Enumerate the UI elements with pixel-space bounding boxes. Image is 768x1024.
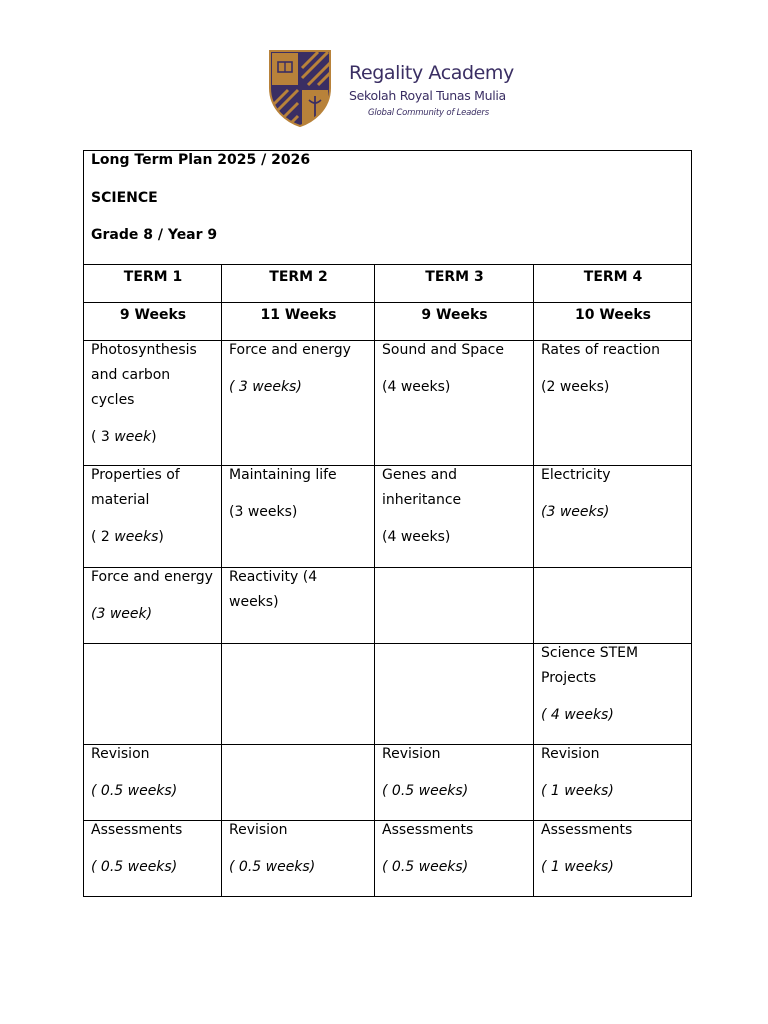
- topic-duration: [541, 703, 685, 728]
- topic-duration: [382, 525, 527, 550]
- topic-duration: [91, 855, 215, 880]
- duration-part: week: [114, 429, 152, 445]
- duration-part: (3 weeks): [541, 504, 610, 520]
- duration-part: ( 0.5 weeks): [91, 783, 178, 799]
- plan-cell: [84, 466, 222, 568]
- plan-row: [84, 568, 692, 644]
- school-name: Regality Academy: [349, 62, 514, 84]
- term-weeks: 9 Weeks: [84, 303, 222, 341]
- school-tagline: Global Community of Leaders: [368, 108, 489, 118]
- term-header: TERM 1: [84, 265, 222, 303]
- duration-part: ): [151, 429, 157, 445]
- duration-part: ( 4 weeks): [541, 707, 614, 723]
- term-header: TERM 4: [534, 265, 692, 303]
- topic-duration: [541, 375, 685, 400]
- duration-part: (4 weeks): [382, 529, 451, 545]
- duration-part: ): [158, 529, 164, 545]
- school-header: [268, 48, 568, 130]
- plan-cell: [222, 466, 375, 568]
- topic-name: Revision: [229, 822, 288, 838]
- topic-name: Properties of material: [91, 467, 180, 508]
- plan-body: [84, 341, 692, 897]
- plan-cell: [534, 745, 692, 821]
- plan-intro-row: [84, 151, 692, 265]
- plan-row: [84, 821, 692, 897]
- duration-part: (3 weeks): [229, 504, 298, 520]
- duration-part: ( 2: [91, 529, 115, 545]
- term-weeks: 9 Weeks: [375, 303, 534, 341]
- topic-name: Assessments: [91, 822, 183, 838]
- topic-name: Force and energy: [229, 342, 351, 358]
- topic-duration: [91, 779, 215, 804]
- duration-part: ( 0.5 weeks): [382, 783, 469, 799]
- topic-name: Electricity: [541, 467, 611, 483]
- topic-name: Revision: [541, 746, 600, 762]
- term-weeks: 10 Weeks: [534, 303, 692, 341]
- term-header: TERM 2: [222, 265, 375, 303]
- topic-duration: [541, 500, 685, 525]
- plan-cell: [375, 341, 534, 466]
- plan-cell: [84, 568, 222, 644]
- duration-part: ( 0.5 weeks): [91, 859, 178, 875]
- plan-cell: [222, 568, 375, 644]
- topic-duration: [382, 375, 527, 400]
- topic-name: Genes and inheritance: [382, 467, 462, 508]
- topic-name: Maintaining life: [229, 467, 337, 483]
- topic-name: Revision: [91, 746, 150, 762]
- plan-cell: [375, 745, 534, 821]
- topic-name: Photosynthesis and carbon cycles: [91, 342, 197, 408]
- duration-part: ( 0.5 weeks): [229, 859, 316, 875]
- topic-duration: [91, 525, 215, 550]
- duration-part: ( 1 weeks): [541, 783, 614, 799]
- term-header-row: [84, 265, 692, 303]
- plan-cell: [375, 466, 534, 568]
- term-weeks: 11 Weeks: [222, 303, 375, 341]
- term-weeks-row: [84, 303, 692, 341]
- plan-cell: [222, 341, 375, 466]
- plan-grade: Grade 8 / Year 9: [91, 227, 218, 243]
- topic-duration: [541, 855, 685, 880]
- plan-cell: [84, 341, 222, 466]
- plan-cell: [222, 745, 375, 821]
- plan-row: [84, 341, 692, 466]
- plan-row: [84, 466, 692, 568]
- school-subtitle: Sekolah Royal Tunas Mulia: [349, 88, 506, 103]
- plan-row: [84, 745, 692, 821]
- topic-name: Force and energy: [91, 569, 213, 585]
- topic-name: Reactivity (4 weeks): [229, 569, 318, 610]
- plan-cell: [84, 821, 222, 897]
- plan-cell: [534, 466, 692, 568]
- plan-title: Long Term Plan 2025 / 2026: [91, 152, 311, 168]
- topic-name: Assessments: [541, 822, 633, 838]
- topic-name: Sound and Space: [382, 342, 504, 358]
- plan-cell: [375, 821, 534, 897]
- topic-duration: [229, 375, 368, 400]
- duration-part: (2 weeks): [541, 379, 610, 395]
- plan-cell: [84, 745, 222, 821]
- topic-duration: [382, 855, 527, 880]
- duration-part: (3 week): [91, 606, 153, 622]
- duration-part: ( 1 weeks): [541, 859, 614, 875]
- duration-part: weeks: [114, 529, 159, 545]
- topic-duration: [382, 779, 527, 804]
- topic-name: Rates of reaction: [541, 342, 660, 358]
- topic-duration: [91, 602, 215, 627]
- plan-cell: [375, 644, 534, 745]
- plan-cell: [534, 821, 692, 897]
- plan-cell: [222, 821, 375, 897]
- topic-duration: [229, 855, 368, 880]
- plan-row: [84, 644, 692, 745]
- long-term-plan-table: [83, 150, 692, 897]
- plan-cell: [534, 644, 692, 745]
- plan-cell: [222, 644, 375, 745]
- duration-part: (4 weeks): [382, 379, 451, 395]
- plan-cell: [84, 644, 222, 745]
- plan-intro-cell: [84, 151, 692, 265]
- topic-name: Revision: [382, 746, 441, 762]
- topic-name: Science STEM Projects: [541, 645, 639, 686]
- topic-name: Assessments: [382, 822, 474, 838]
- topic-duration: [91, 425, 215, 450]
- plan-cell: [534, 568, 692, 644]
- duration-part: ( 3 weeks): [229, 379, 302, 395]
- duration-part: ( 0.5 weeks): [382, 859, 469, 875]
- plan-cell: [534, 341, 692, 466]
- topic-duration: [541, 779, 685, 804]
- topic-duration: [229, 500, 368, 525]
- school-crest-icon: [268, 48, 332, 128]
- plan-cell: [375, 568, 534, 644]
- plan-subject: SCIENCE: [91, 190, 158, 206]
- duration-part: ( 3: [91, 429, 115, 445]
- term-header: TERM 3: [375, 265, 534, 303]
